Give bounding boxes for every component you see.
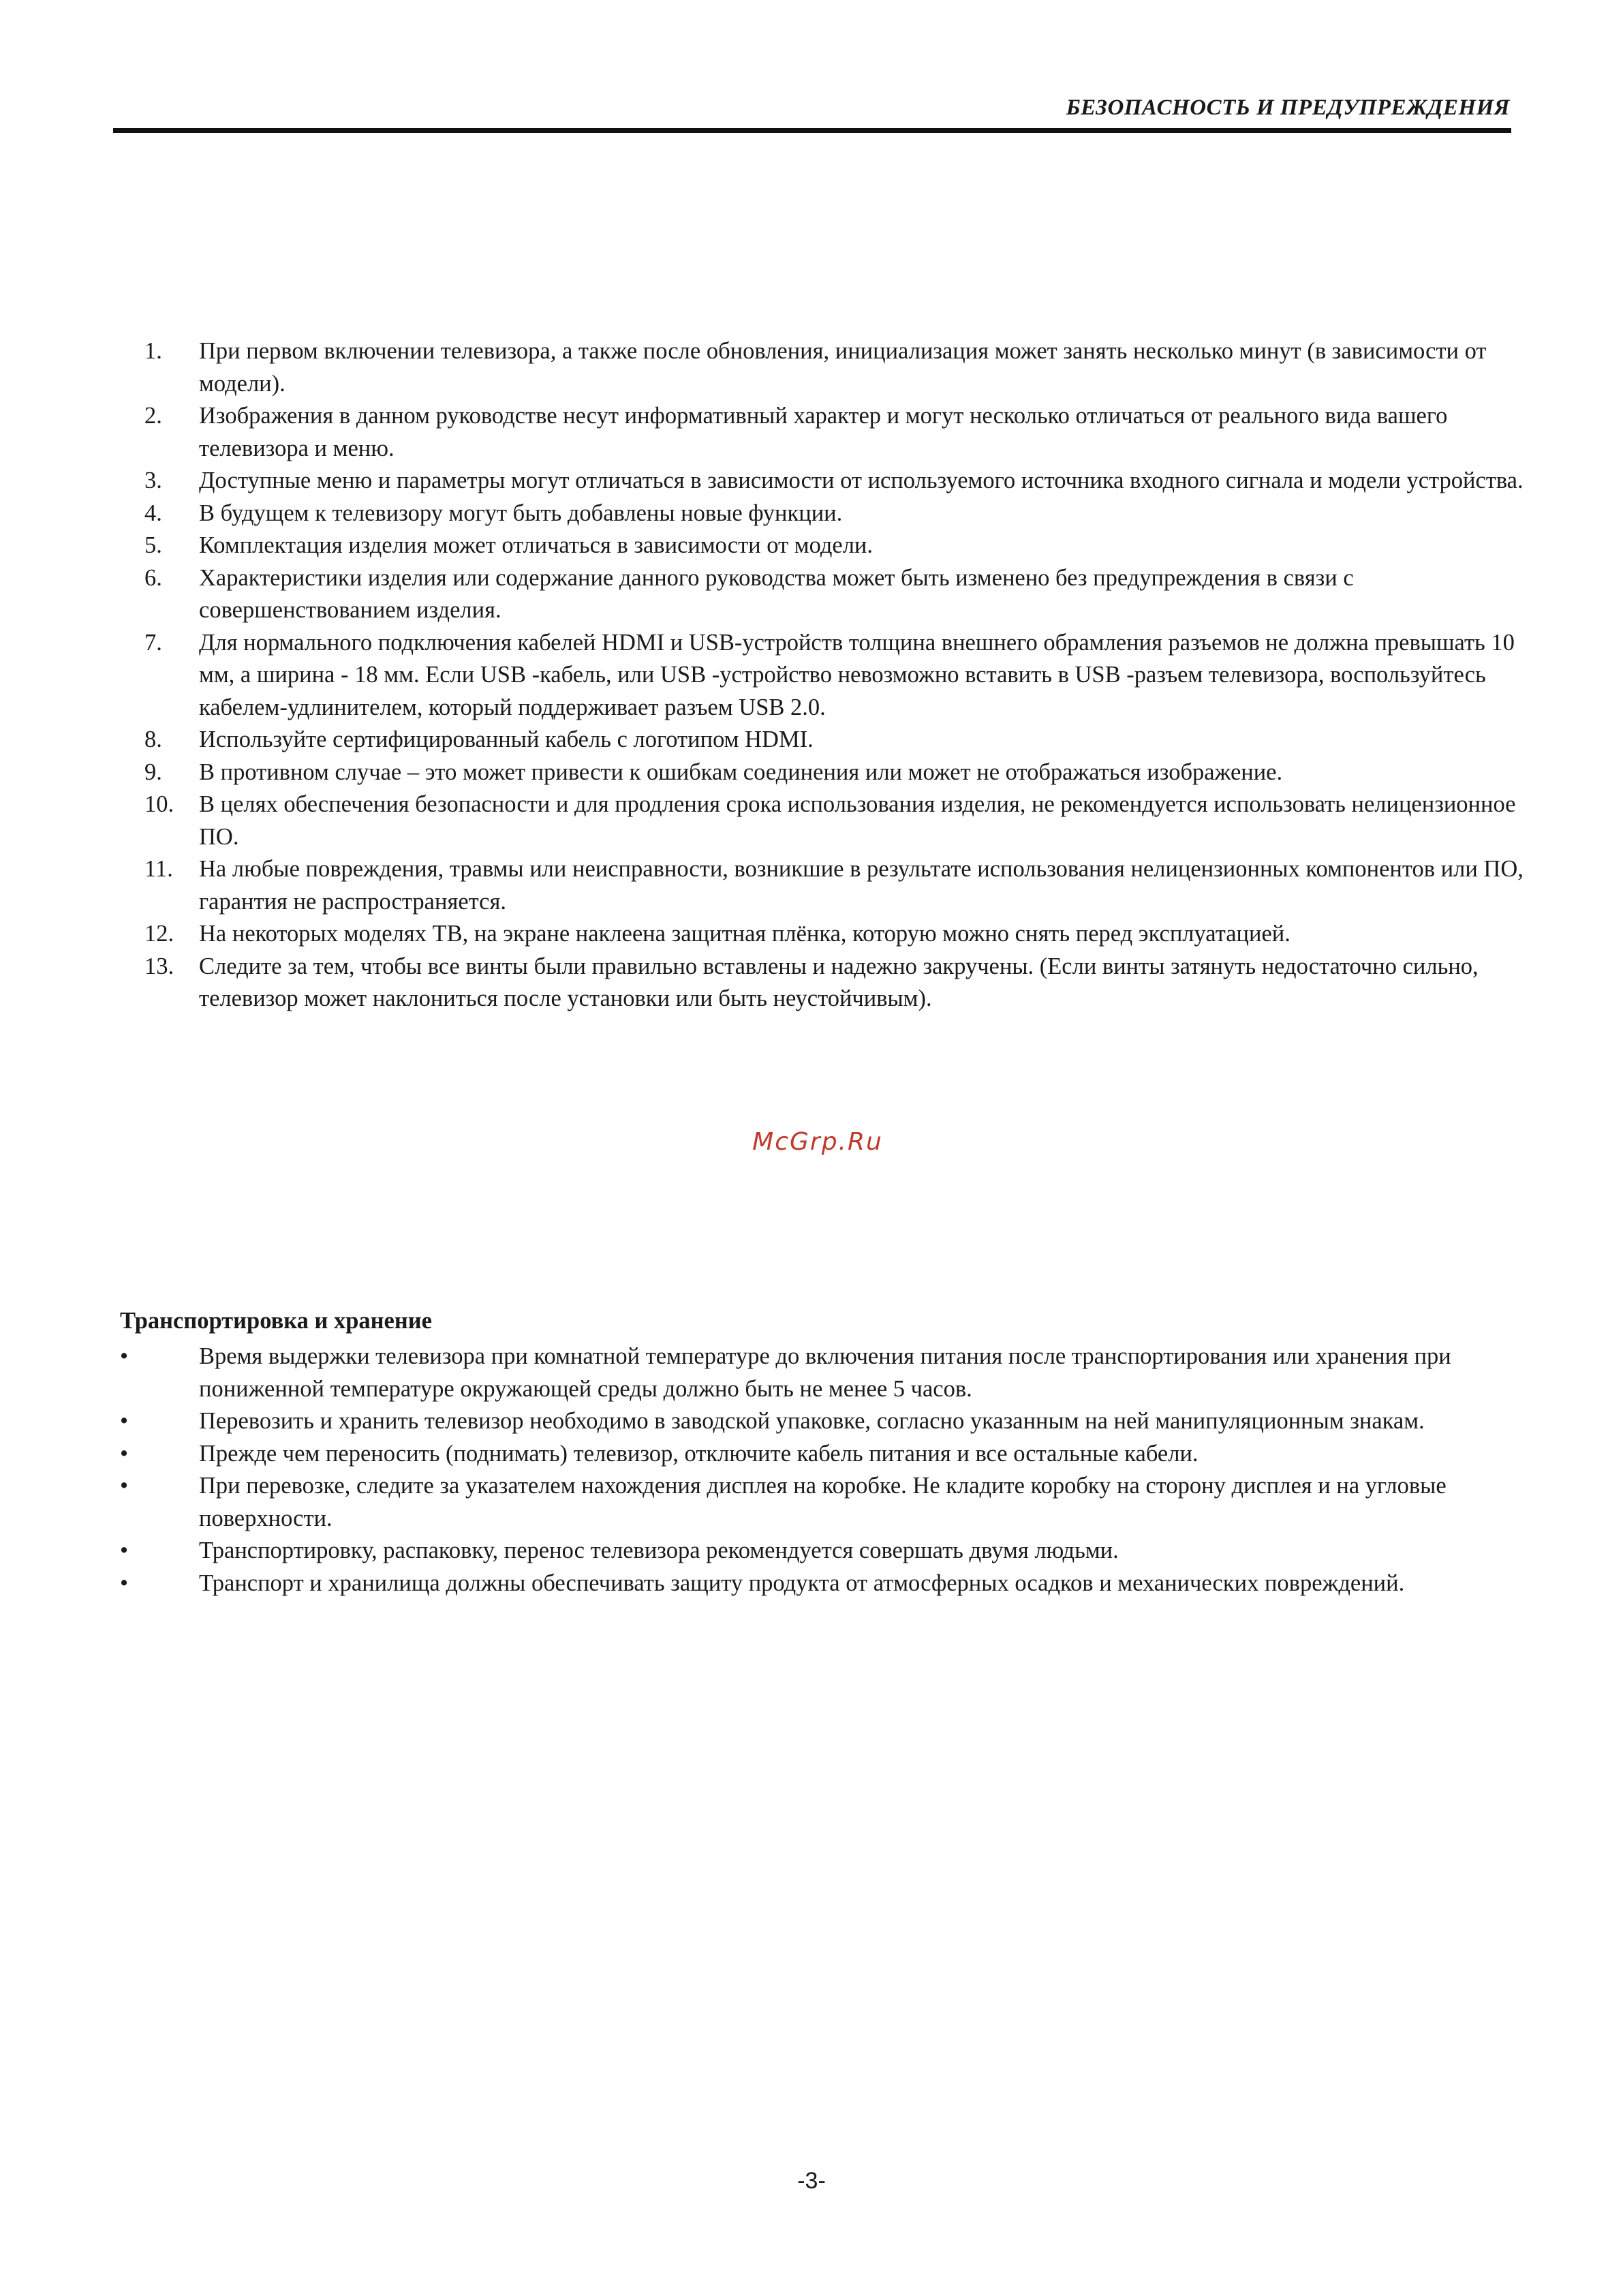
list-item-text: Прежде чем переносить (поднимать) телевизор, отключите кабель питания и все остальные кабели. xyxy=(199,1440,1199,1467)
note-item xyxy=(144,951,1541,1015)
note-item xyxy=(144,530,1541,562)
page-number: -3- xyxy=(797,2168,826,2194)
note-number: 1. xyxy=(144,338,162,364)
list-item xyxy=(120,1535,1537,1567)
note-item xyxy=(144,627,1541,724)
note-text: Комплектация изделия может отличаться в зависимости от модели. xyxy=(199,532,874,558)
note-item xyxy=(144,498,1541,530)
bullet: • xyxy=(120,1473,129,1499)
note-item xyxy=(144,335,1541,400)
bullet: • xyxy=(120,1343,129,1369)
note-number: 5. xyxy=(144,532,162,558)
note-text: Характеристики изделия или содержание данного руководства может быть изменено без предупреждения в связи с совершенствованием изделия. xyxy=(199,564,1354,623)
note-number: 13. xyxy=(144,953,174,979)
list-item xyxy=(120,1567,1537,1600)
note-text: Для нормального подключения кабелей HDMI и USB-устройств толщина внешнего обрамления разъемов не должна превышать 10 мм, а ширина - 18 мм. Если USB -кабель, или USB -устройство невозможно вставить в USB -разъем телевизора, воспользуйтесь кабелем-удлинителем, который поддерживает разъем USB 2.0. xyxy=(199,629,1515,720)
list-item-text: Транспорт и хранилища должны обеспечивать защиту продукта от атмосферных осадков и механических повреждений. xyxy=(199,1570,1405,1596)
list-item-text: При перевозке, следите за указателем нахождения дисплея на коробке. Не кладите коробку на сторону дисплея и на угловые поверхности. xyxy=(199,1473,1447,1531)
note-item xyxy=(144,756,1541,789)
list-item-text: Время выдержки телевизора при комнатной температуре до включения питания после транспортирования или хранения при пониженной температуре окружающей среды должно быть не менее 5 часов. xyxy=(199,1343,1451,1402)
note-text: В противном случае – это может привести к ошибкам соединения или может не отображаться изображение. xyxy=(199,759,1283,785)
note-item xyxy=(144,918,1541,951)
note-number: 10. xyxy=(144,791,174,817)
note-text: Доступные меню и параметры могут отличаться в зависимости от используемого источника входного сигнала и модели устройства. xyxy=(199,468,1524,493)
note-item xyxy=(144,400,1541,465)
note-item xyxy=(144,789,1541,853)
note-text: В целях обеспечения безопасности и для продления срока использования изделия, не рекомендуется использовать нелицензионное ПО. xyxy=(199,791,1516,850)
note-text: Следите за тем, чтобы все винты были правильно вставлены и надежно закручены. (Если винты затянуть недостаточно сильно, телевизор может наклониться после установки или быть неустойчивым). xyxy=(199,953,1479,1011)
note-number: 11. xyxy=(144,856,173,882)
note-number: 4. xyxy=(144,500,162,526)
note-text: На любые повреждения, травмы или неисправности, возникшие в результате использования нелицензионных компонентов или ПО, гарантия не распространяется. xyxy=(199,856,1524,915)
note-number: 6. xyxy=(144,564,162,591)
list-item xyxy=(120,1341,1537,1405)
note-item xyxy=(144,724,1541,756)
watermark: McGrp.Ru xyxy=(752,1128,883,1156)
bullet: • xyxy=(120,1570,129,1596)
note-number: 12. xyxy=(144,921,174,947)
note-text: Используйте сертифицированный кабель с логотипом HDMI. xyxy=(199,726,814,752)
note-number: 7. xyxy=(144,629,162,656)
note-number: 3. xyxy=(144,468,162,493)
bullet: • xyxy=(120,1440,129,1467)
note-text: При первом включении телевизора, а также после обновления, инициализация может занять несколько минут (в зависимости от модели). xyxy=(199,338,1487,397)
header-divider xyxy=(113,128,1511,133)
bullet: • xyxy=(120,1537,129,1563)
note-item xyxy=(144,853,1541,918)
bullet: • xyxy=(120,1408,129,1434)
note-item xyxy=(144,465,1541,498)
note-item xyxy=(144,562,1541,627)
transport-list xyxy=(120,1341,1537,1599)
note-text: На некоторых моделях ТВ, на экране наклеена защитная плёнка, которую можно снять перед эксплуатацией. xyxy=(199,921,1290,947)
list-item xyxy=(120,1470,1537,1535)
list-item-text: Перевозить и хранить телевизор необходимо в заводской упаковке, согласно указанным на ней манипуляционным знакам. xyxy=(199,1408,1425,1434)
header-title: БЕЗОПАСНОСТЬ И ПРЕДУПРЕЖДЕНИЯ xyxy=(1066,95,1510,120)
note-text: В будущем к телевизору могут быть добавлены новые функции. xyxy=(199,500,843,526)
note-number: 9. xyxy=(144,759,162,785)
note-text: Изображения в данном руководстве несут информативный характер и могут несколько отличаться от реального вида вашего телевизора и меню. xyxy=(199,403,1448,461)
notes-list xyxy=(144,335,1541,1015)
list-item xyxy=(120,1405,1537,1438)
section-heading: Транспортировка и хранение xyxy=(120,1308,432,1334)
list-item xyxy=(120,1438,1537,1471)
note-number: 2. xyxy=(144,403,162,429)
note-number: 8. xyxy=(144,726,162,752)
list-item-text: Транспортировку, распаковку, перенос телевизора рекомендуется совершать двумя людьми. xyxy=(199,1537,1119,1563)
